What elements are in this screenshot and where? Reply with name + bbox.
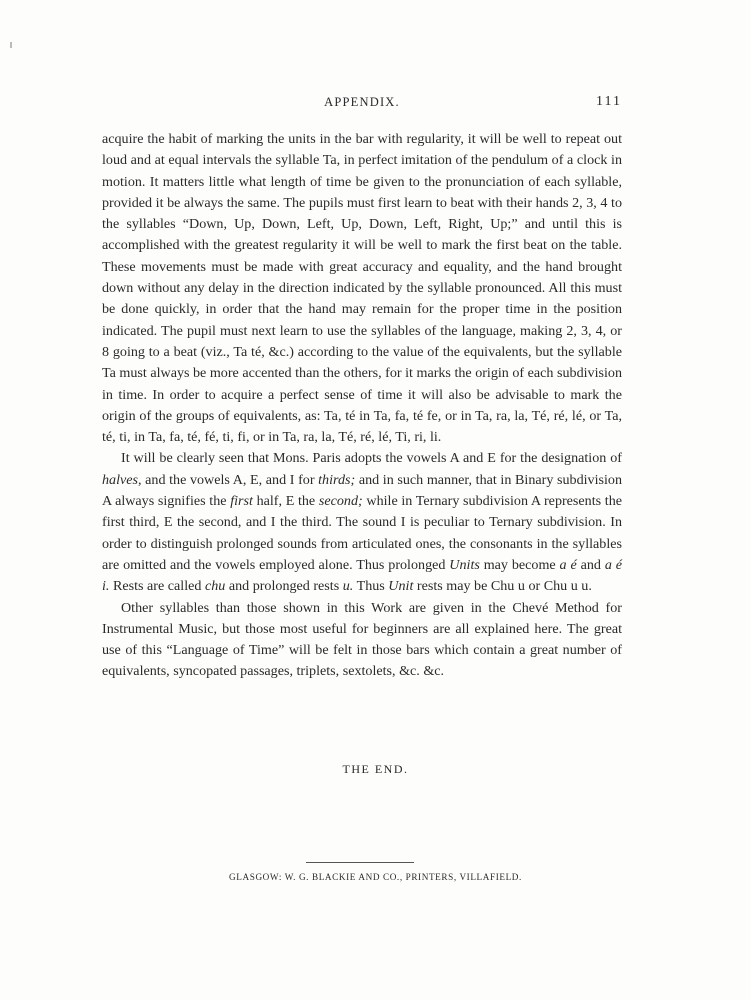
text-run: half, E the <box>252 493 319 510</box>
paragraph-1-text: acquire the habit of marking the units in the bar with regularity, it will be well to repeat out loud and at equal intervals the syllable Ta, in perfect imitation of the pendulum of a clock in motion. It matters little what length of time be given to the pronunciation of each syllable, provided it be always the same. The pupils must first learn to beat with their hands 2, 3, 4 to the syllables “Down, Up, Down, Left, Up, Down, Left, Right, Up;” and until this is accomplished with the greatest regularity it will be well to mark the first beat on the table. These movements must be made with great accuracy and equality, and the hand brought down without any delay in the direction indicated by the syllable pronounced. All this must be done quickly, in order that the hand may remain for the proper time in the position indicated. The pupil must next learn to use the syllables of the language, making 2, 3, 4, or 8 going to a beat (viz., Ta té, &c.) according to the value of the equivalents, but the syllable Ta must always be more accented than the others, for it marks the origin of each subdivision in time. In order to acquire a perfect sense of time it will also be advisable to mark the origin of the groups of equivalents, as: Ta, té in Ta, fa, té fe, or in Ta, ra, la, Té, ré, lé, or Ta, té, ti, in Ta, fa, té, fé, ti, fi, or in Ta, ra, la, Té, ré, lé, Ti, ri, li. <box>102 131 622 446</box>
italic-run: u. <box>342 578 354 595</box>
page-number: 111 <box>596 94 622 109</box>
italic-run: second; <box>318 493 363 510</box>
italic-run: thirds; <box>318 471 356 488</box>
text-run: Thus <box>353 578 389 595</box>
paragraph-1 <box>102 129 622 448</box>
page-header <box>102 95 622 113</box>
italic-run: Unit <box>388 578 414 595</box>
divider-rule <box>306 862 414 863</box>
paragraph-2 <box>102 448 622 597</box>
italic-run: halves <box>102 471 139 488</box>
running-head: APPENDIX. <box>324 95 400 109</box>
italic-run: chu <box>204 578 226 595</box>
italic-run: a é <box>559 556 577 573</box>
printer-imprint: GLASGOW: W. G. BLACKIE AND CO., PRINTERS, VILLAFIELD. <box>229 872 522 882</box>
italic-run: Units <box>449 556 480 573</box>
text-run: Rests are called <box>109 578 205 595</box>
text-run: may become <box>479 556 560 573</box>
text-run: and in such manner, that in Binary subdivision A always signifies the <box>102 471 622 510</box>
body-text <box>102 129 622 683</box>
paragraph-3-text: Other syllables than those shown in this Work are given in the Chevé Method for Instrumental Music, but those most useful for beginners are all explained here. The great use of this “Language of Time” will be felt in those bars which contain a great number of equivalents, syncopated passages, triplets, sextolets, &c. &c. <box>102 599 622 680</box>
italic-run: a é i. <box>102 556 623 595</box>
text-run: and <box>576 556 605 573</box>
paragraph-3 <box>102 598 622 683</box>
text-run: It will be clearly seen that Mons. Paris adopts the vowels A and E for the designation of <box>121 450 622 467</box>
text-run: while in Ternary subdivision A represents the first third, E the second, and I the third. The sound I is peculiar to Ternary subdivision. In order to distinguish prolonged sounds from articulated ones, the consonants in the syllables are omitted and the vowels employed alone. Thus prolonged <box>102 493 623 573</box>
text-run: and prolonged rests <box>225 578 343 595</box>
the-end-marker: THE END. <box>342 762 409 776</box>
text-run: , and the vowels A, E, and I for <box>138 471 319 488</box>
margin-mark <box>10 42 12 48</box>
italic-run: first <box>230 493 253 510</box>
text-run: rests may be Chu u or Chu u u. <box>413 578 592 595</box>
